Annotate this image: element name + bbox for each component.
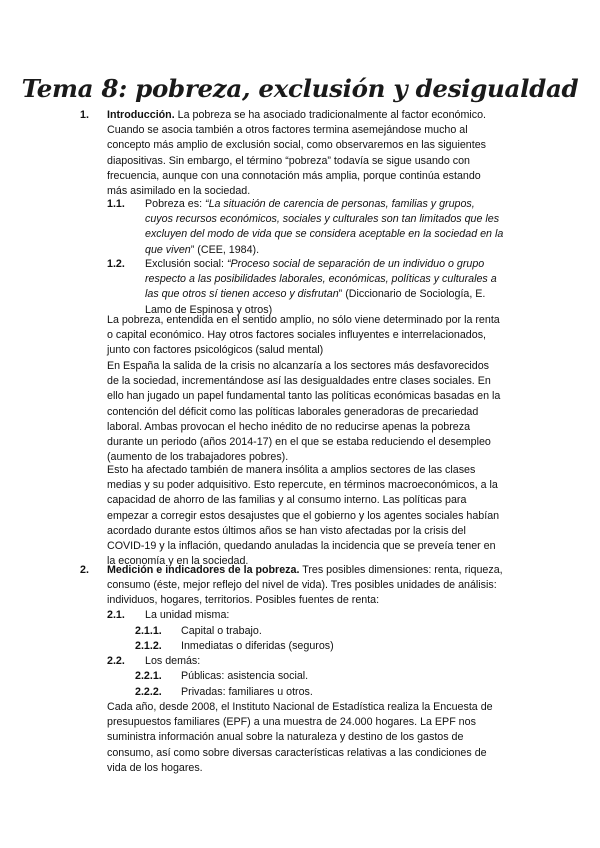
subsection-1-1-label: Pobreza es: <box>145 198 206 210</box>
list-item-text: Privadas: familiares u otros. <box>181 686 313 698</box>
section-2-number: 2. <box>80 564 89 576</box>
subsection-1-2-number: 1.2. <box>107 258 125 270</box>
list-item-text: Públicas: asistencia social. <box>181 670 309 682</box>
list-item-number: 2.2. <box>107 655 125 667</box>
list-item-text: Los demás: <box>145 655 201 667</box>
section-1-intro-text: La pobreza se ha asociado tradicionalmente al factor económico. Cuando se asocia también a otros factores termina asemejándose mucho al concepto más amplio de exclusión social, como observaremos en las siguientes diapositivas. Sin embargo, el término “pobreza” todavía se sigue usando con frecuencia, aunque con una connotación más amplia, porque continúa estando más asimilado en la sociedad. <box>107 109 487 198</box>
subsection-1-2-source: ” (Diccionario de Sociología, E. Lamo de Espinosa y otros) <box>145 288 486 316</box>
subsection-1-1-text <box>145 197 505 258</box>
subsection-1-1-source: ” (CEE, 1984). <box>190 243 260 256</box>
subsection-1-2-quote: “Proceso social de separación de un individuo o grupo respecto a las posibilidades laborales, económicas, políticas y culturales a las que otros sí tienen acceso y disfrutan <box>145 258 497 301</box>
list-item-number: 2.2.2. <box>135 686 162 698</box>
subsection-1-1-quote: “La situación de carencia de personas, familias y grupos, cuyos recursos económicos, sociales y culturales son tan limitados que les excluyen del modo de vida que se considera aceptable en la sociedad en la que viven <box>145 198 504 256</box>
section-1-number: 1. <box>80 109 89 121</box>
section-2-paragraph-1: Cada año, desde 2008, el Instituto Nacional de Estadística realiza la Encuesta de presupuestos familiares (EPF) a una muestra de 24.000 hogares. La EPF nos suministra información anual sobre la naturaleza y destino de los gastos de consumo, así como sobre diversas características relativas a las condiciones de vida de los hogares. <box>107 701 493 774</box>
list-item-number: 2.1.1. <box>135 625 162 637</box>
section-1-paragraph-1: La pobreza, entendida en el sentido amplio, no sólo viene determinado por la renta o capital económico. Hay otros factores sociales influyentes e interrelacionados, junto con factores psicológicos (salud mental) <box>107 314 500 357</box>
list-item-text: La unidad misma: <box>145 609 230 621</box>
section-2-heading: Medición e indicadores de la pobreza. <box>107 564 300 576</box>
list-item-text: Inmediatas o diferidas (seguros) <box>181 640 334 652</box>
subsection-1-2-text <box>145 257 505 318</box>
section-2-intro-text: Tres posibles dimensiones: renta, riqueza, consumo (éste, mejor reflejo del nivel de vida). Tres posibles unidades de análisis: individuos, hogares, territorios. Posibles fuentes de renta: <box>107 564 503 607</box>
section-1-paragraph-3: Esto ha afectado también de manera insólita a amplios sectores de las clases medias y su poder adquisitivo. Esto repercute, en términos macroeconómicos, a la capacidad de ahorro de las familias y al consumo interno. Las políticas para empezar a corregir estos desajustes que el gobierno y los agentes sociales habían acordado durante estos últimos años se han visto afectadas por la crisis del COVID-19 y la inflación, quedando anuladas la incidencia que se preveía tener en la economía y en la sociedad. <box>107 464 500 568</box>
section-1-heading: Introducción. <box>107 109 175 121</box>
list-item-number: 2.1.2. <box>135 640 162 652</box>
list-item-number: 2.1. <box>107 609 125 621</box>
subsection-1-2-label: Exclusión social: <box>145 258 227 270</box>
section-2-intro <box>107 563 503 609</box>
list-item-text: Capital o trabajo. <box>181 625 262 637</box>
section-1-intro <box>107 108 503 199</box>
subsection-1-1-number: 1.1. <box>107 198 125 210</box>
page-title: Tema 8: pobreza, exclusión y desigualdad <box>21 74 579 103</box>
list-item-number: 2.2.1. <box>135 670 162 682</box>
section-1-paragraph-2: En España la salida de la crisis no alcanzaría a los sectores más desfavorecidos de la sociedad, incrementándose así las desigualdades entre clases sociales. En ello han jugado un papel fundamental tanto las políticas económicas basadas en la contención del déficit como las políticas laborales generadoras de precariedad laboral. Ambas provocan el hecho inédito de no reducirse apenas la pobreza durante un periodo (años 2014-17) en el que se estaba reduciendo el desempleo (aumento de los trabajadores pobres). <box>107 360 501 464</box>
